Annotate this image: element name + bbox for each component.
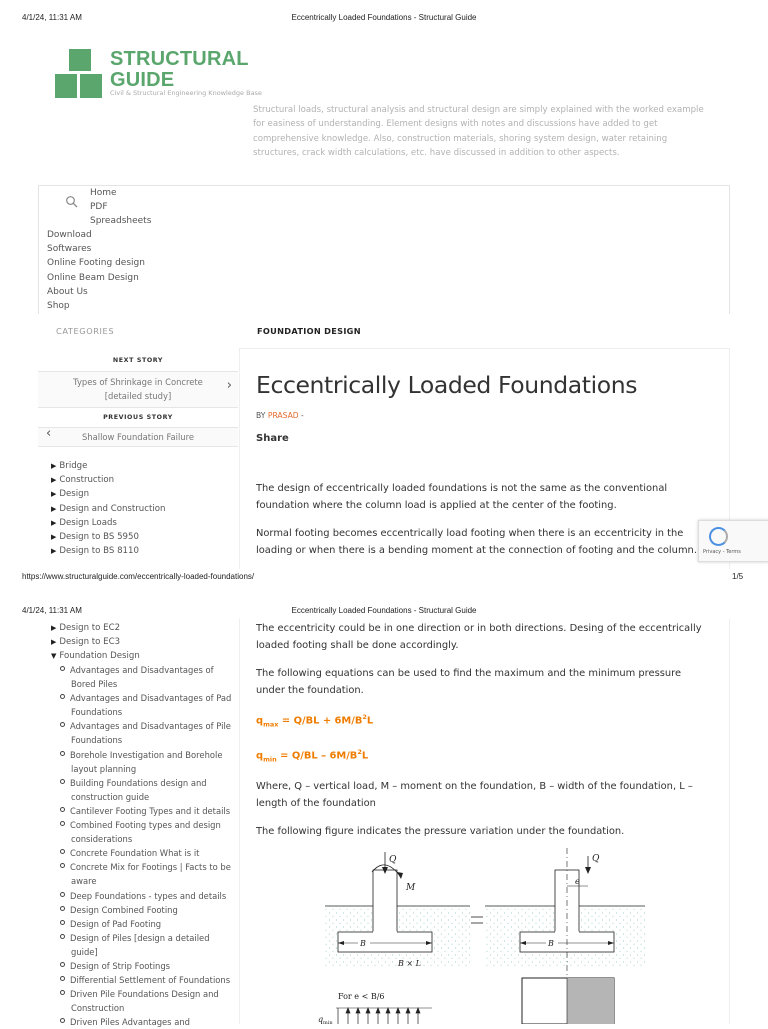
subcategory-item[interactable]: Driven Piles Advantages and	[60, 1015, 238, 1029]
triangle-down-icon: ▼	[51, 652, 57, 661]
triangle-right-icon: ▶	[51, 476, 57, 485]
bullet-icon	[60, 722, 65, 727]
fig-label-M: M	[406, 883, 416, 893]
nav-item-shop[interactable]: Shop	[47, 301, 70, 312]
nav-main-group	[47, 228, 145, 313]
category-list-page1	[51, 459, 165, 558]
footing-left	[338, 932, 432, 952]
subcategory-item[interactable]: Design Combined Footing	[60, 903, 238, 917]
category-item[interactable]: ▶ Design to EC3	[51, 637, 121, 648]
site-description: Structural loads, structural analysis and structural design are simply explained with the worked example for easiness of understanding. Element designs with notes and discussions have added to get comprehensive knowledge. Also, construction materials, shoring system design, water retaining structures, crack width calculations, etc. have discussed in addition to other aspects.	[253, 105, 704, 158]
formula-qmin: $q_{min} = Q/BL - 6M/B^2L$	[256, 748, 369, 764]
bullet-icon	[60, 990, 65, 995]
column-left	[373, 870, 397, 932]
byline-author[interactable]: PRASAD	[267, 411, 299, 420]
triangle-right-icon: ▶	[51, 504, 57, 513]
pressure-arrows	[346, 1008, 420, 1024]
byline-by: BY	[256, 411, 266, 420]
subcategory-item[interactable]: Concrete Mix for Footings | Facts to be aware	[60, 860, 238, 888]
print-page-title-2: Eccentrically Loaded Foundations - Structural Guide	[291, 606, 477, 615]
subcategory-item[interactable]: Driven Pile Foundations Design and Construction	[60, 987, 238, 1015]
triangle-right-icon: ▶	[51, 533, 57, 542]
category-item[interactable]: ▶ Design to BS 5950	[51, 532, 139, 543]
logo-square-right	[80, 74, 102, 98]
print-datetime: 4/1/24, 11:31 AM	[22, 13, 82, 22]
next-story-label: NEXT STORY	[112, 357, 164, 364]
share-button[interactable]: Share	[256, 433, 289, 444]
triangle-right-icon: ▶	[51, 624, 57, 632]
next-story-title[interactable]: Types of Shrinkage in Concrete [detailed study]	[73, 377, 203, 401]
bullet-icon	[60, 751, 65, 756]
subcategory-item[interactable]: Concrete Foundation What is it	[60, 846, 238, 860]
article-section-label[interactable]: FOUNDATION DESIGN	[257, 326, 361, 336]
category-list-page2	[51, 621, 140, 664]
recaptcha-badge[interactable]	[698, 520, 768, 562]
subcategory-item[interactable]: Building Foundations design and construction guide	[60, 776, 238, 804]
categories-heading[interactable]: CATEGORIES	[56, 326, 115, 336]
bullet-icon	[60, 920, 65, 925]
article-paragraph-1: The design of eccentrically loaded foundations is not the same as the conventional foundation where the column load is applied at the center of the footing.	[256, 483, 668, 511]
search-icon[interactable]	[65, 194, 79, 208]
category-item[interactable]: ▶ Design and Construction	[51, 503, 166, 514]
category-item[interactable]: ▶ Design to EC2	[51, 623, 121, 633]
next-story-box[interactable]	[38, 371, 238, 408]
fig-label-Q-left: Q	[389, 855, 397, 865]
nav-item-home[interactable]: Home	[90, 188, 117, 198]
subcategory-item[interactable]: Advantages and Disadvantages of Pad Foundations	[60, 691, 238, 719]
article-paragraph-2: Normal footing becomes eccentrically load footing when there is an eccentricity in the loading or when there is a bending moment at the connection of footing and the column.	[256, 528, 697, 556]
print-page-title: Eccentrically Loaded Foundations - Structural Guide	[291, 13, 477, 22]
print-footer-page-number: 1/5	[732, 572, 744, 581]
fig-label-e: e	[575, 877, 580, 886]
logo-text-guide: GUIDE	[110, 69, 175, 91]
nav-item-softwares[interactable]: Softwares	[47, 244, 92, 255]
subcategory-item[interactable]: Design of Strip Footings	[60, 959, 238, 973]
category-item[interactable]: ▶ Bridge	[51, 461, 88, 471]
category-item[interactable]: ▶ Design to BS 8110	[51, 546, 139, 557]
logo-square-left	[55, 74, 77, 98]
recaptcha-text[interactable]: Privacy - Terms	[703, 549, 741, 555]
subcategory-item[interactable]: Design of Piles [design a detailed guide]	[60, 931, 238, 959]
subcategory-item[interactable]: Design of Pad Footing	[60, 917, 238, 931]
article-paragraph-5: Where, Q – vertical load, M – moment on the foundation, B – width of the foundation, L – length of the foundation	[256, 781, 693, 809]
bullet-icon	[60, 694, 65, 699]
triangle-right-icon: ▶	[51, 462, 57, 470]
fig-label-Q-right: Q	[592, 854, 600, 864]
site-logo[interactable]	[55, 49, 107, 99]
subcategory-item[interactable]: Cantilever Footing Types and it details	[60, 804, 238, 818]
bullet-icon	[60, 849, 65, 854]
plan-shaded	[567, 978, 614, 1024]
bullet-icon	[60, 976, 65, 981]
article-byline	[256, 411, 304, 420]
formula-qmax: $q_{max} = Q/BL + 6M/B^2L$	[256, 713, 374, 729]
article-paragraph-4: The following equations can be used to find the maximum and the minimum pressure under the foundation.	[256, 668, 682, 696]
article-title: Eccentrically Loaded Foundations	[256, 371, 638, 399]
chevron-right-icon[interactable]: ›	[226, 378, 232, 393]
bullet-icon	[60, 906, 65, 911]
subcategory-item[interactable]: Deep Foundations - types and details	[60, 889, 238, 903]
fig-label-qmin: q	[318, 1015, 324, 1024]
bullet-icon	[60, 779, 65, 784]
nav-item-online-footing-design[interactable]: Online Footing design	[47, 258, 145, 269]
article-paragraph-3: The eccentricity could be in one direction or in both directions. Desing of the eccentrically loaded footing shall be done accordingly.	[256, 623, 702, 651]
bullet-icon	[60, 666, 65, 671]
subcategory-item[interactable]: Combined Footing types and design considerations	[60, 818, 238, 846]
pressure-variation-figure	[300, 848, 700, 1024]
category-item[interactable]: ▶ Design Loads	[51, 517, 117, 528]
nav-item-spreadsheets[interactable]: Spreadsheets	[90, 216, 152, 227]
bullet-icon	[60, 863, 65, 868]
subcategory-item[interactable]: Differential Settlement of Foundations	[60, 973, 238, 987]
fig-label-BxL: B × L	[398, 959, 421, 968]
bullet-icon	[60, 892, 65, 897]
figure-svg	[300, 848, 700, 1024]
nav-indented-group	[90, 186, 151, 229]
foundation-subcategory-list	[60, 663, 238, 1029]
bullet-icon	[60, 934, 65, 939]
nav-item-online-beam-design[interactable]: Online Beam Design	[47, 272, 139, 283]
fig-label-B-left: B	[360, 939, 366, 948]
previous-story-label: PREVIOUS STORY	[103, 414, 173, 421]
nav-item-pdf[interactable]: PDF	[90, 202, 108, 213]
logo-tagline: Civil & Structural Engineering Knowledge Base	[110, 89, 262, 97]
bullet-icon	[60, 1018, 65, 1023]
previous-story-title[interactable]: Shallow Foundation Failure	[81, 432, 194, 442]
recaptcha-icon	[709, 527, 728, 546]
print-datetime-2: 4/1/24, 11:31 AM	[22, 606, 82, 615]
previous-story-box[interactable]	[38, 427, 238, 447]
logo-text-structural: STRUCTURAL	[110, 48, 249, 70]
category-item[interactable]: ▶ Design	[51, 489, 90, 500]
subcategory-item[interactable]: Advantages and Disadvantages of Pile Foundations	[60, 719, 238, 747]
subcategory-item[interactable]: Advantages and Disadvantages of Bored Piles	[60, 663, 238, 691]
subcategory-item[interactable]: Borehole Investigation and Borehole layout planning	[60, 748, 238, 776]
triangle-right-icon: ▶	[51, 638, 57, 647]
nav-item-download[interactable]: Download	[47, 230, 92, 240]
triangle-right-icon: ▶	[51, 490, 57, 499]
print-footer-url: https://www.structuralguide.com/eccentrically-loaded-foundations/	[22, 572, 255, 581]
fig-label-condition: For e < B/6	[338, 992, 385, 1001]
fig-label-qmin-sub: min	[323, 1020, 333, 1024]
chevron-left-icon[interactable]: ‹	[46, 426, 52, 441]
category-item-expanded[interactable]: ▼ Foundation Design	[51, 651, 140, 662]
nav-item-about-us[interactable]: About Us	[47, 286, 88, 297]
triangle-right-icon: ▶	[51, 547, 57, 556]
logo-square-top	[69, 49, 91, 71]
triangle-right-icon: ▶	[51, 518, 57, 527]
bullet-icon	[60, 962, 65, 967]
category-item[interactable]: ▶ Construction	[51, 475, 115, 486]
bullet-icon	[60, 821, 65, 826]
article-paragraph-6: The following figure indicates the pressure variation under the foundation.	[256, 826, 625, 837]
bullet-icon	[60, 807, 65, 812]
byline-sep: -	[301, 411, 304, 420]
fig-label-B-right: B	[548, 939, 554, 948]
